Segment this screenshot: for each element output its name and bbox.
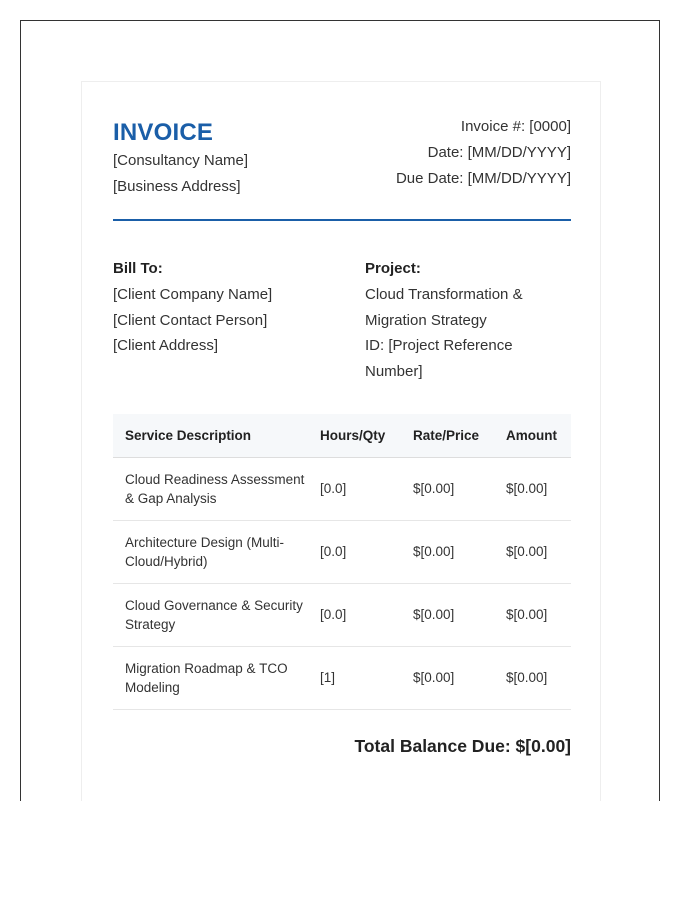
service-rate: $[0.00]	[401, 583, 494, 646]
invoice-title: INVOICE	[113, 119, 214, 146]
table-row	[113, 646, 571, 709]
table-row	[113, 583, 571, 646]
business-address: [Business Address]	[113, 178, 241, 195]
column-header-hours: Hours/Qty	[308, 414, 401, 457]
table-header-row	[113, 414, 571, 457]
service-rate: $[0.00]	[401, 457, 494, 520]
service-amount: $[0.00]	[494, 583, 571, 646]
bill-to-block	[113, 256, 365, 384]
invoice-due-date: Due Date: [MM/DD/YYYY]	[395, 170, 571, 187]
invoice-header	[113, 115, 571, 221]
project-line: ID: [Project Reference	[365, 337, 513, 354]
invoice-page	[81, 81, 601, 801]
company-name: [Consultancy Name]	[113, 152, 249, 169]
service-description: Migration Roadmap & TCO Modeling	[113, 646, 308, 709]
invoice-meta	[396, 114, 571, 192]
service-hours: [0.0]	[308, 583, 401, 646]
bill-to-line: [Client Company Name]	[113, 286, 273, 303]
invoice-content	[113, 115, 571, 758]
project-line: Number]	[365, 362, 423, 380]
project-block	[365, 256, 571, 384]
service-amount: $[0.00]	[494, 457, 571, 520]
project-line: Migration Strategy	[365, 311, 487, 329]
column-header-rate: Rate/Price	[401, 414, 494, 457]
table-row	[113, 520, 571, 583]
service-hours: [1]	[308, 646, 401, 709]
project-line: Cloud Transformation &	[365, 286, 523, 303]
service-amount: $[0.00]	[494, 646, 571, 709]
parties-section	[113, 256, 571, 384]
invoice-date: Date: [MM/DD/YYYY]	[427, 144, 571, 161]
invoice-number: Invoice #: [0000]	[460, 118, 571, 135]
project-heading: Project:	[365, 260, 421, 277]
service-amount: $[0.00]	[494, 520, 571, 583]
service-description: Architecture Design (Multi-Cloud/Hybrid)	[113, 520, 308, 583]
column-header-amount: Amount	[494, 414, 571, 457]
bill-to-line: [Client Contact Person]	[113, 311, 268, 329]
total-balance-due: Total Balance Due: $[0.00]	[354, 735, 571, 756]
service-hours: [0.0]	[308, 520, 401, 583]
table-row	[113, 457, 571, 520]
service-rate: $[0.00]	[401, 520, 494, 583]
service-description: Cloud Readiness Assessment & Gap Analysis	[113, 457, 308, 520]
bill-to-line: [Client Address]	[113, 337, 219, 354]
service-hours: [0.0]	[308, 457, 401, 520]
services-table	[113, 414, 571, 710]
service-description: Cloud Governance & Security Strategy	[113, 583, 308, 646]
column-header-description: Service Description	[113, 414, 308, 457]
service-rate: $[0.00]	[401, 646, 494, 709]
issuer-block	[113, 115, 248, 200]
bill-to-heading: Bill To:	[113, 260, 163, 277]
